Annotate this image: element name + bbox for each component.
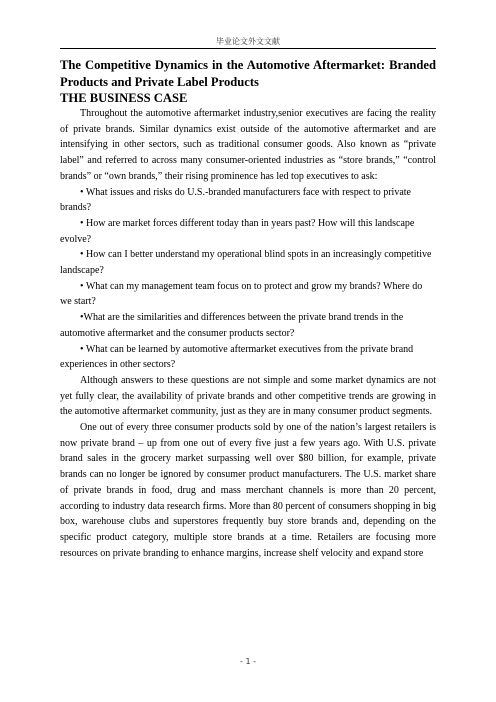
- question-item: •What are the similarities and differences between the private brand trends in the automotive aftermarket and the consumer products sector?: [60, 312, 404, 339]
- body-paragraph: Although answers to these questions are not simple and some market dynamics are not yet fully clear, the availability of private brands and other competitive trends are growing in the automotive aftermarket community, just as they are in many consumer product segments.: [60, 374, 436, 418]
- question-item: • What issues and risks do U.S.-branded manufacturers face with respect to private brands?: [60, 186, 411, 214]
- question-item: • How are market forces different today than in years past? How will this landscape evolve?: [60, 217, 415, 245]
- header-divider: [60, 48, 436, 49]
- question-item: • How can I better understand my operational blind spots in an increasingly competitive landscape?: [60, 249, 432, 277]
- question-item: • What can be learned by automotive aftermarket executives from the private brand experiences in other sectors?: [60, 343, 414, 371]
- document-title: The Competitive Dynamics in the Automotive Aftermarket: Branded Products and Private Label Products: [60, 58, 436, 89]
- intro-paragraph: Throughout the automotive aftermarket industry,senior executives are facing the reality of private brands. Similar dynamics exist outside of the automotive aftermarket and are intensifying in other sectors, such as traditional consumer goods. Also known as “private label” and referred to across many consumer-oriented industries as “store brands,” “control brands” or “own brands,” their rising prominence has led top executives to ask:: [60, 108, 436, 182]
- page-number: - 1 -: [240, 657, 256, 666]
- document-body: [60, 57, 436, 561]
- section-heading: THE BUSINESS CASE: [60, 91, 188, 105]
- question-item: • What can my management team focus on to protect and grow my brands? Where do we start?: [60, 280, 423, 308]
- body-paragraph: One out of every three consumer products sold by one of the nation’s largest retailers is now private brand – up from one out of every five just a few years ago. With U.S. private brand sales in the grocery market surpassing well over $80 billion, for example, private brands can no longer be ignored by consumer product manufacturers. The U.S. market share of private brands in food, drug and mass merchant channels is more than 20 percent, according to industry data research firms. More than 80 percent of consumers shopping in big box, warehouse clubs and superstores frequently buy store brands and, depending on the specific product category, multiple store brands at a time. Retailers are focusing more resources on private branding to enhance margins, increase shelf velocity and expand store: [60, 422, 436, 559]
- page-header: 毕业论文外文文献: [216, 37, 280, 46]
